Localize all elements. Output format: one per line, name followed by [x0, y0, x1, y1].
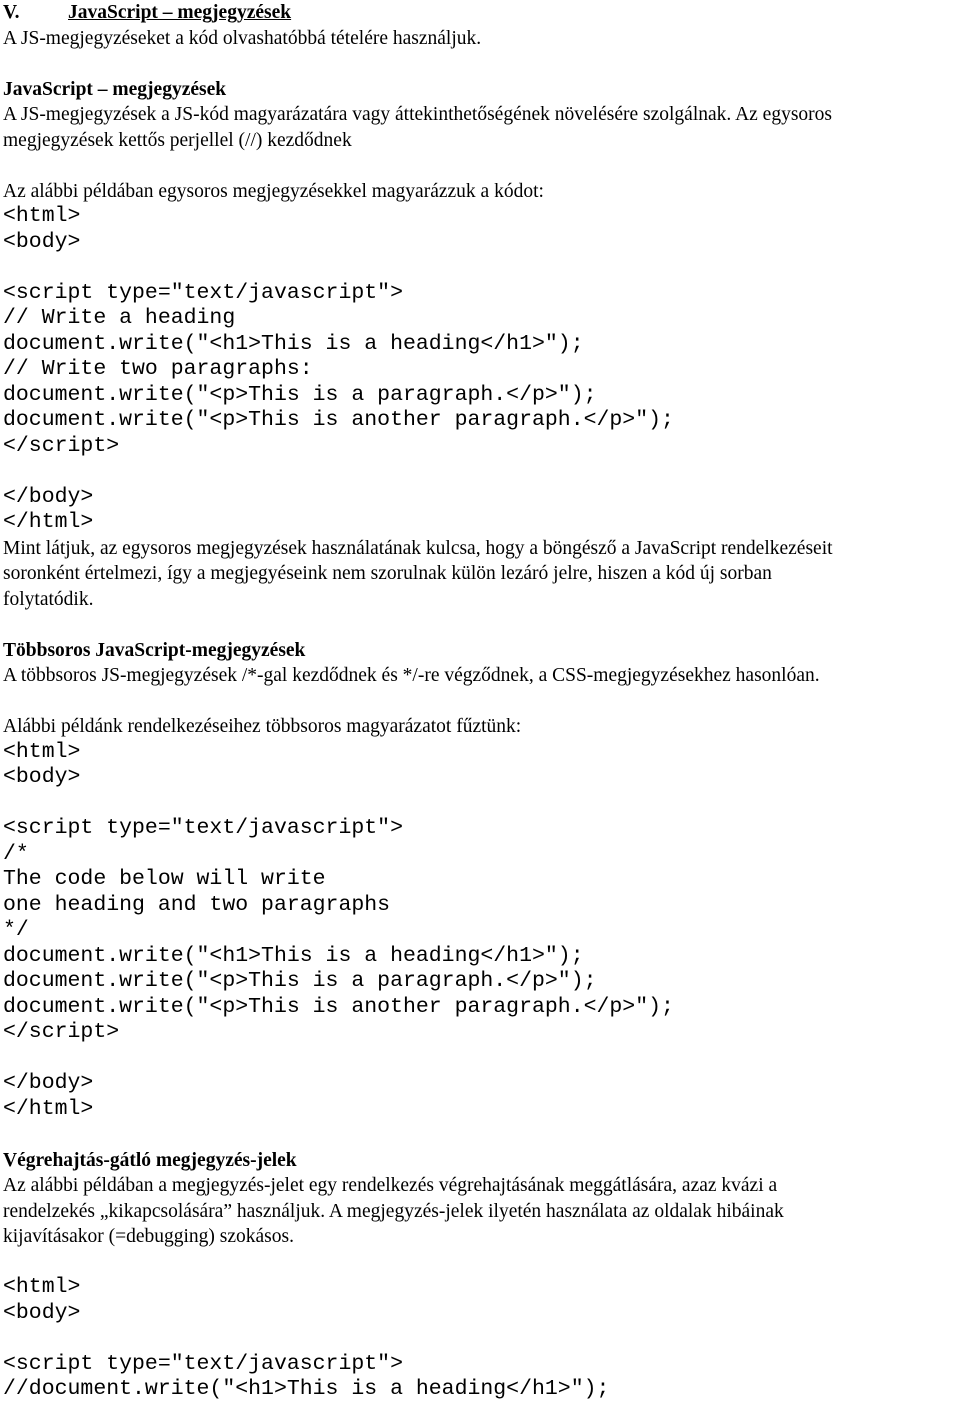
spacer — [3, 689, 959, 715]
code-line: </script> — [3, 1020, 120, 1044]
section-heading: JavaScript – megjegyzések — [3, 78, 227, 100]
code-line: <body> — [3, 1300, 81, 1325]
code-line: <body> — [3, 765, 81, 789]
code-blank-line — [3, 1046, 959, 1072]
document-page — [3, 0, 959, 1403]
chapter-number: V. — [3, 2, 20, 23]
code-line: document.write("<h1>This is a heading</h1>"); — [3, 331, 584, 356]
paragraph: A JS-megjegyzések a JS-kód magyarázatára vagy áttekinthetőségének növelésére szolgálnak. Az egysoros — [3, 104, 833, 125]
paragraph: soronként értelmezi, így a megjegyéseink nem szorulnak külön lezáró jelre, hiszen a kód új sorban — [3, 563, 772, 584]
code-line: document.write("<p>This is another paragraph.</p>"); — [3, 408, 674, 432]
code-line: one heading and two paragraphs — [3, 892, 391, 917]
code-line: <script type="text/javascript"> — [3, 1351, 403, 1376]
code-line: </body> — [3, 1071, 94, 1095]
spacer — [3, 612, 959, 638]
spacer — [3, 153, 959, 179]
code-line: /* — [3, 841, 29, 866]
code-block — [3, 1275, 959, 1403]
section-heading: Többsoros JavaScript-megjegyzések — [3, 639, 306, 661]
paragraph: A többsoros JS-megjegyzések /*-gal kezdődnek és */-re végződnek, a CSS-megjegyzésekhez hasonlóan. — [3, 665, 820, 686]
paragraph: Mint látjuk, az egysoros megjegyzések használatának kulcsa, hogy a böngésző a JavaScript rendelkezéseit — [3, 537, 833, 559]
code-block — [3, 740, 959, 1123]
code-line: The code below will write — [3, 867, 326, 891]
code-line: <script type="text/javascript"> — [3, 816, 403, 840]
code-line: document.write("<p>This is another paragraph.</p>"); — [3, 994, 674, 1019]
code-line: </html> — [3, 1096, 94, 1121]
paragraph: folytatódik. — [3, 588, 94, 610]
code-block — [3, 204, 959, 536]
chapter-heading — [3, 0, 959, 26]
paragraph: kijavításakor (=debugging) szokásos. — [3, 1226, 294, 1247]
code-blank-line — [3, 791, 959, 817]
code-line: */ — [3, 918, 29, 942]
spacer — [3, 1250, 959, 1276]
code-line: <body> — [3, 229, 81, 254]
spacer — [3, 1122, 959, 1148]
chapter-title: JavaScript – megjegyzések — [68, 2, 292, 23]
paragraph: Az alábbi példában egysoros megjegyzésekkel magyarázzuk a kódot: — [3, 180, 544, 202]
code-blank-line — [3, 1326, 959, 1352]
paragraph: rendelzekés „kikapcsolására” használjuk. A megjegyzés-jelek ilyetén használata az oldalak hibáinak — [3, 1200, 784, 1222]
code-line: </script> — [3, 433, 120, 458]
code-line: <html> — [3, 739, 81, 764]
code-blank-line — [3, 459, 959, 485]
code-line: document.write("<p>This is a paragraph.</p>"); — [3, 382, 597, 407]
code-line: </body> — [3, 484, 94, 509]
paragraph: Az alábbi példában a megjegyzés-jelet egy rendelkezés végrehajtásának meggátlására, azaz kvázi a — [3, 1175, 778, 1196]
paragraph: Alábbi példánk rendelkezéseihez többsoros magyarázatot fűztünk: — [3, 716, 522, 737]
code-line: document.write("<p>This is a paragraph.</p>"); — [3, 969, 597, 993]
code-blank-line — [3, 255, 959, 281]
code-line: //document.write("<h1>This is a heading</h1>"); — [3, 1377, 610, 1401]
spacer — [3, 51, 959, 77]
code-line: // Write a heading — [3, 306, 236, 330]
code-line: <html> — [3, 1275, 81, 1299]
code-line: // Write two paragraphs: — [3, 357, 313, 381]
chapter-intro: A JS-megjegyzéseket a kód olvashatóbbá tételére használjuk. — [3, 27, 482, 49]
code-line: <html> — [3, 204, 81, 228]
code-line: document.write("<h1>This is a heading</h1>"); — [3, 943, 584, 968]
code-line: </html> — [3, 510, 94, 534]
section-heading: Végrehajtás-gátló megjegyzés-jelek — [3, 1149, 297, 1171]
code-line: <script type="text/javascript"> — [3, 280, 403, 305]
paragraph: megjegyzések kettős perjellel (//) kezdődnek — [3, 129, 352, 151]
